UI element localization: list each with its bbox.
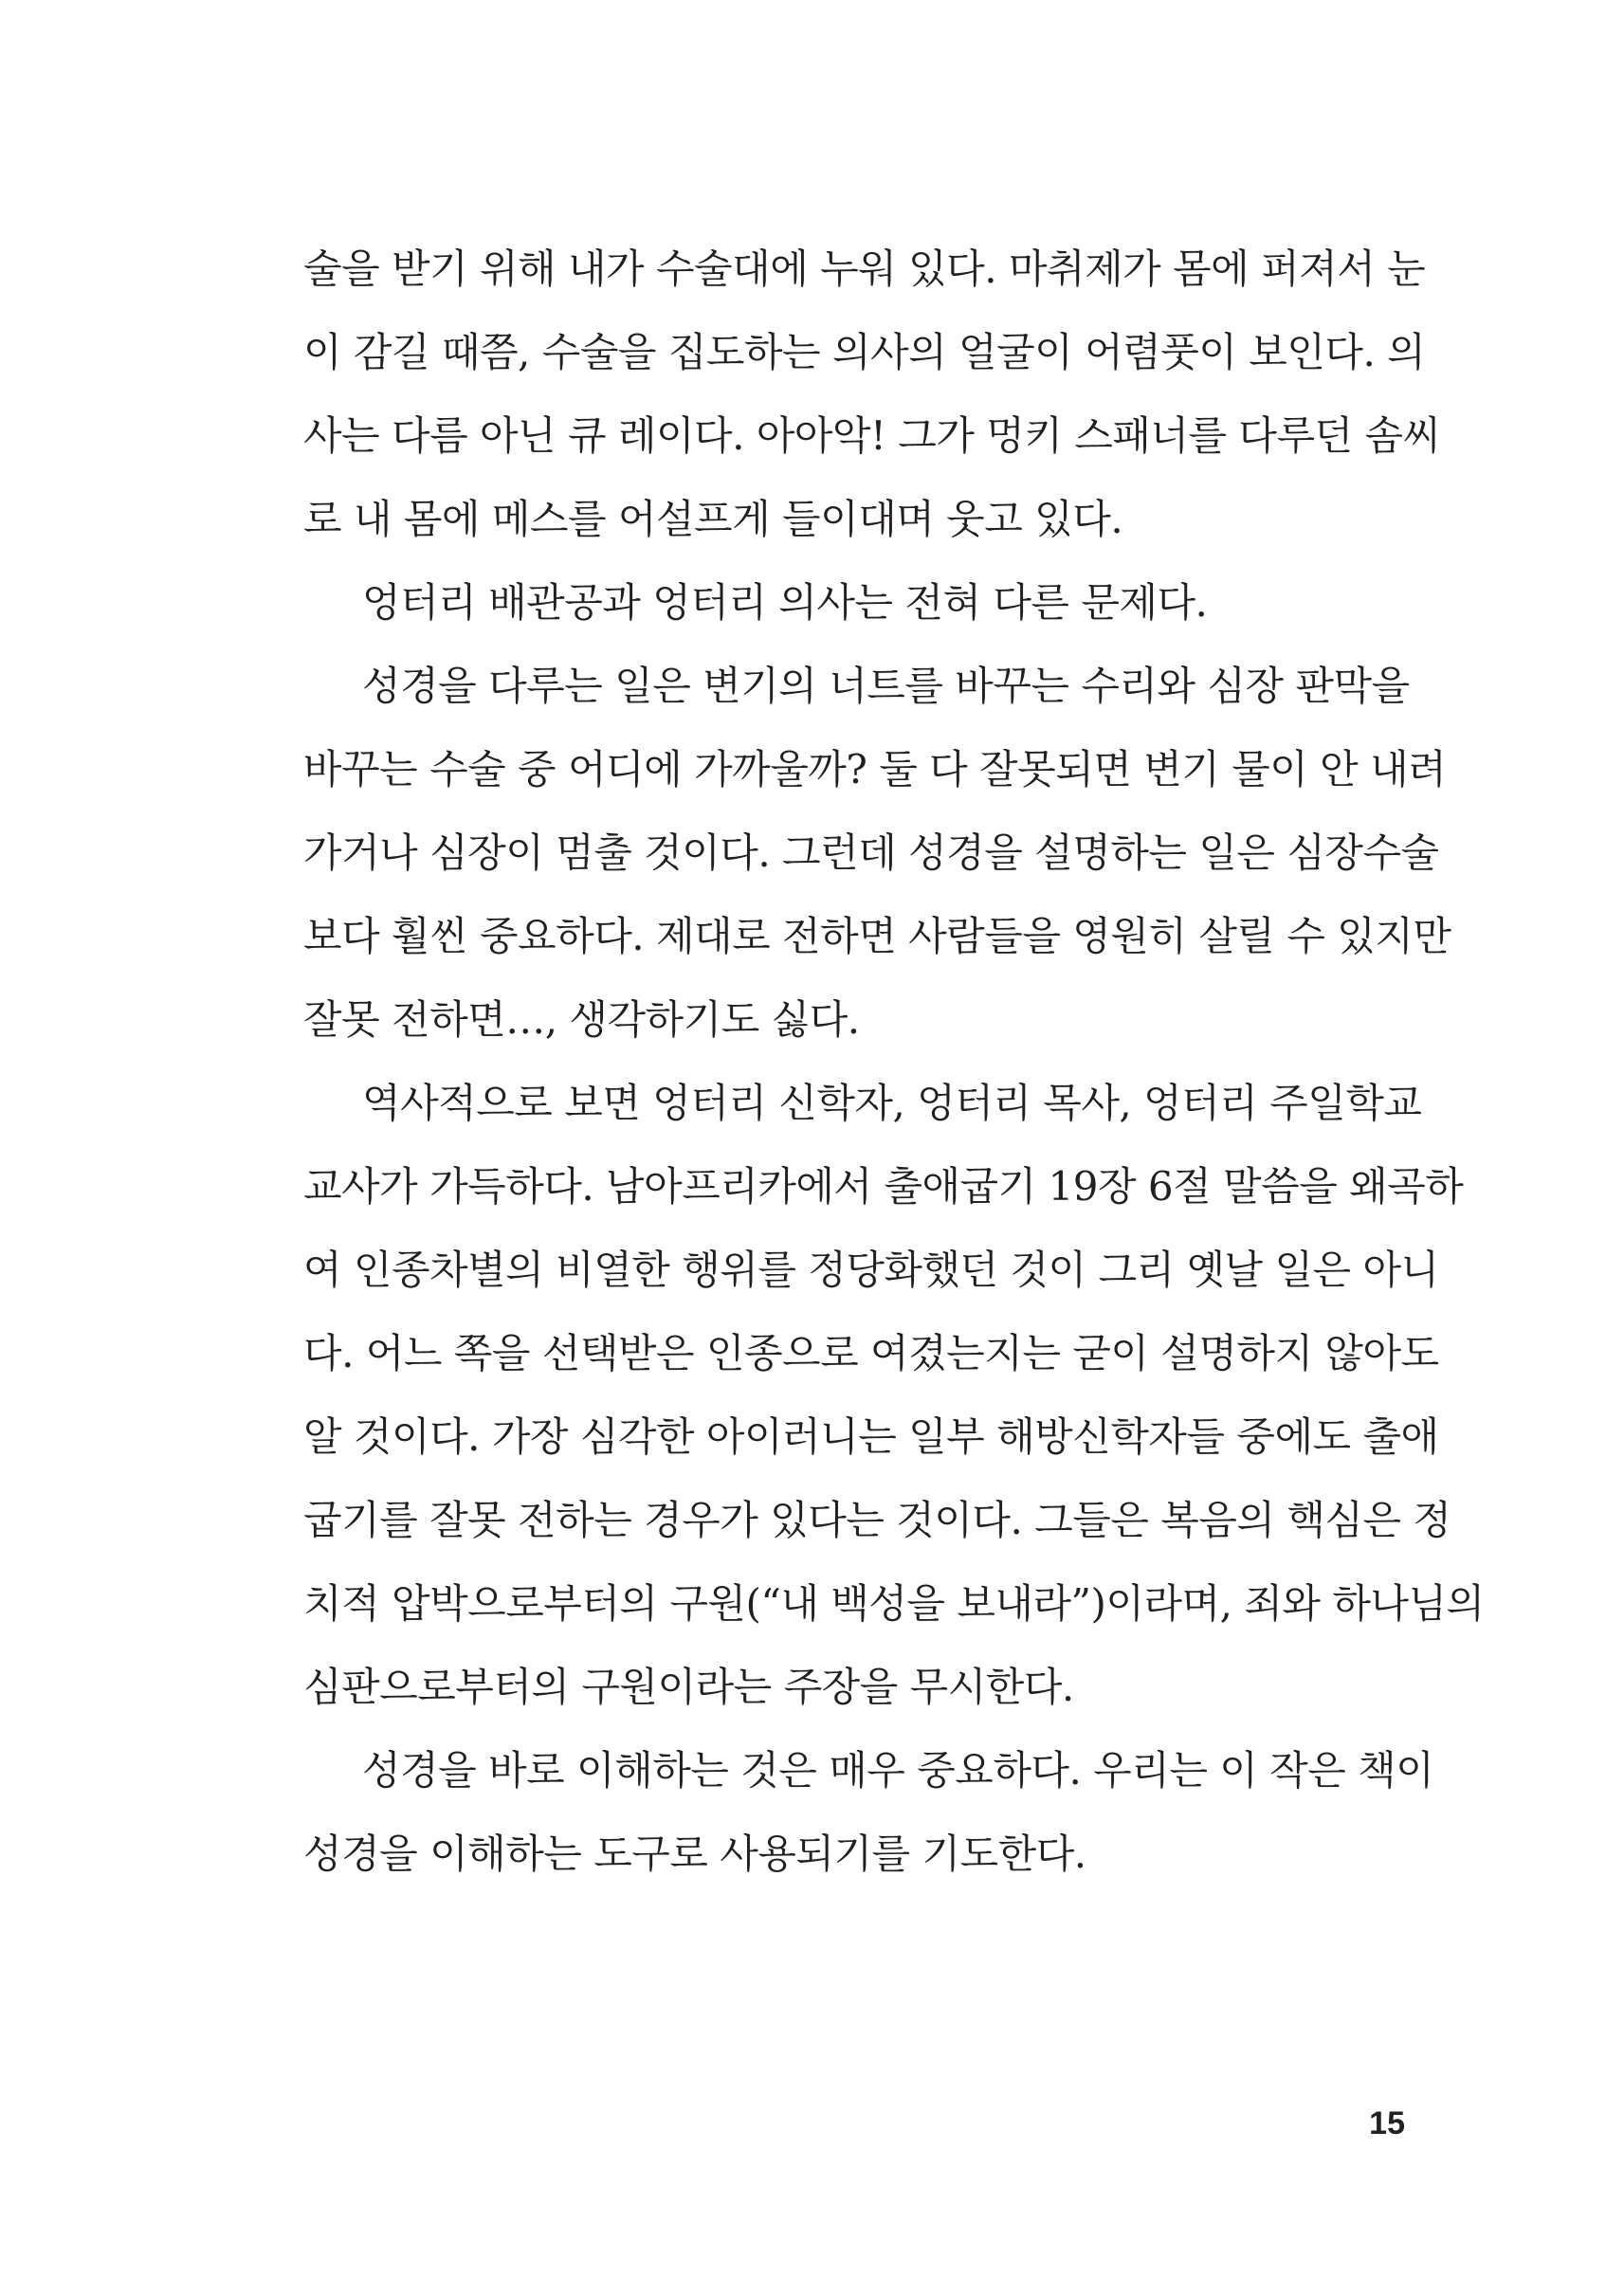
page-number: 15 bbox=[1369, 2105, 1405, 2141]
text-line: 굽기를 잘못 전하는 경우가 있다는 것이다. 그들은 복음의 핵심은 정 bbox=[303, 1497, 1451, 1543]
text-line: 심판으로부터의 구원이라는 주장을 무시한다. bbox=[303, 1664, 1074, 1710]
text-line: 사는 다름 아닌 큐 레이다. 아아악! 그가 멍키 스패너를 다루던 솜씨 bbox=[303, 412, 1441, 459]
text-line: 가거나 심장이 멈출 것이다. 그런데 성경을 설명하는 일은 심장수술 bbox=[303, 829, 1439, 876]
text-line: 성경을 이해하는 도구로 사용되기를 기도한다. bbox=[303, 1831, 1086, 1877]
text-line: 보다 훨씬 중요하다. 제대로 전하면 사람들을 영원히 살릴 수 있지만 bbox=[303, 913, 1451, 959]
text-line: 바꾸는 수술 중 어디에 가까울까? 둘 다 잘못되면 변기 물이 안 내려 bbox=[303, 746, 1447, 792]
text-line: 여 인종차별의 비열한 행위를 정당화했던 것이 그리 옛날 일은 아니 bbox=[303, 1247, 1439, 1293]
paragraph bbox=[303, 1062, 1485, 1729]
text-line: 다. 어느 쪽을 선택받은 인종으로 여겼는지는 굳이 설명하지 않아도 bbox=[303, 1330, 1439, 1376]
text-line: 교사가 가득하다. 남아프리카에서 출애굽기 19장 6절 말씀을 왜곡하 bbox=[303, 1163, 1464, 1210]
text-line: 엉터리 배관공과 엉터리 의사는 전혀 다른 문제다. bbox=[362, 579, 1208, 626]
text-line: 잘못 전하면…, 생각하기도 싫다. bbox=[303, 996, 860, 1043]
paragraph bbox=[303, 228, 1441, 561]
text-line: 로 내 몸에 메스를 어설프게 들이대며 웃고 있다. bbox=[303, 496, 1123, 542]
text-line: 알 것이다. 가장 심각한 아이러니는 일부 해방신학자들 중에도 출애 bbox=[303, 1413, 1439, 1460]
paragraph bbox=[303, 645, 1451, 1062]
text-line: 역사적으로 보면 엉터리 신학자, 엉터리 목사, 엉터리 주일학교 bbox=[362, 1080, 1422, 1126]
text-line: 술을 받기 위해 내가 수술대에 누워 있다. 마취제가 몸에 퍼져서 눈 bbox=[303, 246, 1426, 292]
text-line: 성경을 바로 이해하는 것은 매우 중요하다. 우리는 이 작은 책이 bbox=[362, 1747, 1434, 1794]
paragraph bbox=[303, 1729, 1434, 1896]
text-line: 성경을 다루는 일은 변기의 너트를 바꾸는 수리와 심장 판막을 bbox=[362, 663, 1410, 709]
text-line: 이 감길 때쯤, 수술을 집도하는 의사의 얼굴이 어렴풋이 보인다. 의 bbox=[303, 329, 1426, 375]
paragraph bbox=[303, 561, 1405, 645]
body-text bbox=[303, 228, 1485, 1896]
text-line: 치적 압박으로부터의 구원(“내 백성을 보내라”)이라며, 죄와 하나님의 bbox=[303, 1580, 1485, 1627]
